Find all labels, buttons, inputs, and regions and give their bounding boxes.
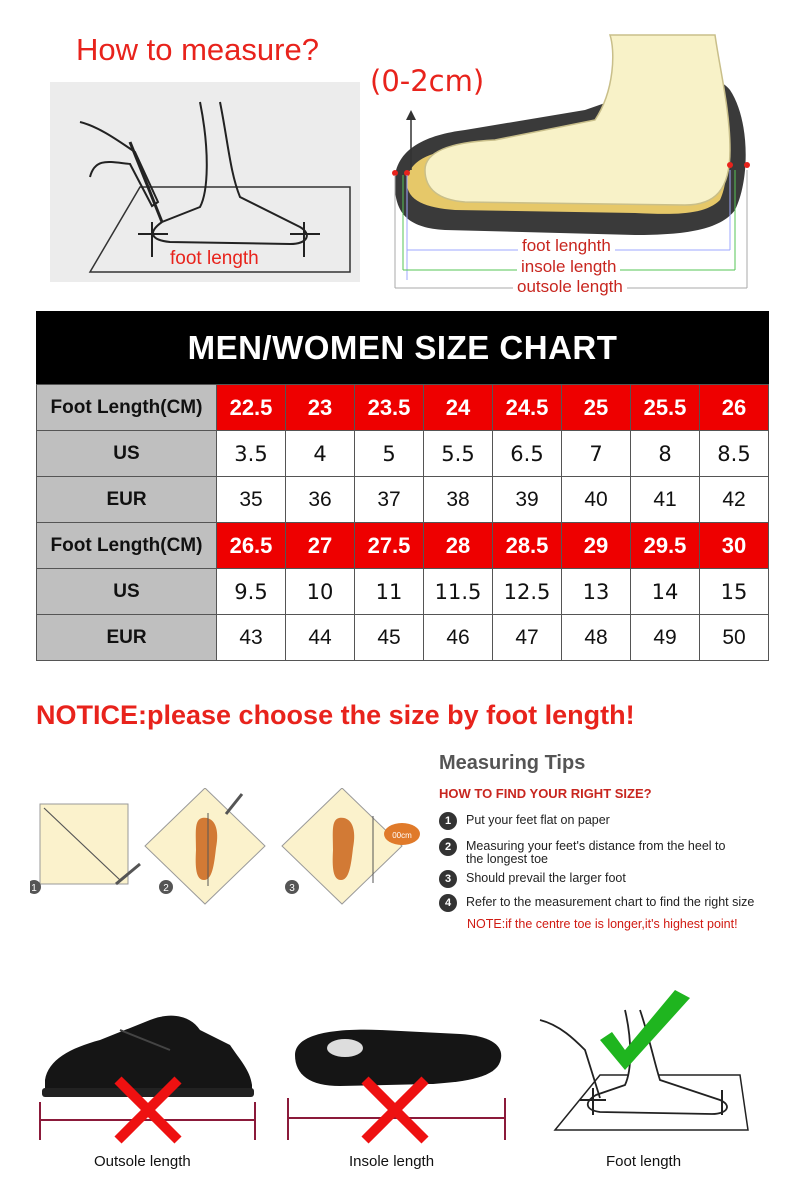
size-cell: 48 — [562, 615, 631, 661]
size-cell: 5 — [355, 431, 424, 477]
foot-length-label: foot length — [170, 248, 259, 269]
size-cell: 49 — [631, 615, 700, 661]
size-row-label: EUR — [37, 477, 217, 523]
tip-number: 4 — [439, 894, 457, 912]
tip-text: Should prevail the larger foot — [466, 871, 626, 885]
step-number-2: 2 — [163, 883, 169, 894]
size-cell: 23 — [286, 385, 355, 431]
size-chart — [36, 311, 769, 661]
size-row-label: Foot Length(CM) — [37, 385, 217, 431]
size-cell: 28.5 — [493, 523, 562, 569]
size-cell: 10 — [286, 569, 355, 615]
size-cell: 44 — [286, 615, 355, 661]
size-cell: 13 — [562, 569, 631, 615]
diagram-outsole-length-label: outsole length — [513, 277, 627, 297]
size-cell: 22.5 — [217, 385, 286, 431]
tip-item — [439, 870, 789, 888]
size-cell: 47 — [493, 615, 562, 661]
size-chart-title: MEN/WOMEN SIZE CHART — [36, 311, 769, 384]
tip-item — [439, 894, 789, 912]
size-row — [37, 431, 769, 477]
size-cell: 35 — [217, 477, 286, 523]
size-cell: 41 — [631, 477, 700, 523]
size-cell: 39 — [493, 477, 562, 523]
size-cell: 30 — [700, 523, 769, 569]
size-cell: 42 — [700, 477, 769, 523]
step-number-3: 3 — [289, 883, 295, 894]
size-cell: 25 — [562, 385, 631, 431]
insole-length-label: Insole length — [349, 1153, 435, 1170]
tip-item — [439, 838, 739, 866]
size-row — [37, 385, 769, 431]
size-cell: 26 — [700, 385, 769, 431]
size-cell: 5.5 — [424, 431, 493, 477]
tip-text: Measuring your feet's distance from the heel to the longest toe — [466, 839, 726, 866]
size-cell: 46 — [424, 615, 493, 661]
size-cell: 7 — [562, 431, 631, 477]
size-cell: 6.5 — [493, 431, 562, 477]
size-row-label: EUR — [37, 615, 217, 661]
notice-text: NOTICE:please choose the size by foot length! — [36, 700, 635, 730]
size-row — [37, 523, 769, 569]
size-cell: 24.5 — [493, 385, 562, 431]
size-row — [37, 569, 769, 615]
size-cell: 27.5 — [355, 523, 424, 569]
size-cell: 11 — [355, 569, 424, 615]
size-row-label: US — [37, 569, 217, 615]
size-table — [36, 384, 769, 661]
size-cell: 4 — [286, 431, 355, 477]
size-row — [37, 615, 769, 661]
length-comparison-illustration — [0, 990, 800, 1150]
tip-item — [439, 812, 789, 830]
size-cell: 40 — [562, 477, 631, 523]
size-cell: 8.5 — [700, 431, 769, 477]
size-cell: 8 — [631, 431, 700, 477]
size-cell: 29.5 — [631, 523, 700, 569]
tip-number: 2 — [439, 838, 457, 856]
size-row — [37, 477, 769, 523]
size-cell: 24 — [424, 385, 493, 431]
tip-note: NOTE:if the centre toe is longer,it's highest point! — [467, 917, 738, 931]
size-cell: 14 — [631, 569, 700, 615]
outsole-length-label: Outsole length — [94, 1153, 191, 1170]
tip-number: 3 — [439, 870, 457, 888]
size-cell: 15 — [700, 569, 769, 615]
size-cell: 29 — [562, 523, 631, 569]
size-cell: 27 — [286, 523, 355, 569]
size-cell: 36 — [286, 477, 355, 523]
size-cell: 28 — [424, 523, 493, 569]
foot-length-bottom-label: Foot length — [606, 1153, 682, 1170]
tips-title: Measuring Tips — [439, 752, 586, 774]
tip-text: Refer to the measurement chart to find the right size — [466, 895, 755, 909]
size-cell: 43 — [217, 615, 286, 661]
tip-number: 1 — [439, 812, 457, 830]
size-cell: 45 — [355, 615, 424, 661]
size-cell: 50 — [700, 615, 769, 661]
size-row-label: US — [37, 431, 217, 477]
diagram-insole-length-label: insole length — [517, 257, 620, 277]
diagram-foot-length-label: foot lenghth — [518, 236, 615, 256]
size-cell: 23.5 — [355, 385, 424, 431]
size-cell: 11.5 — [424, 569, 493, 615]
size-row-label: Foot Length(CM) — [37, 523, 217, 569]
size-cell: 9.5 — [217, 569, 286, 615]
size-cell: 3.5 — [217, 431, 286, 477]
size-cell: 38 — [424, 477, 493, 523]
how-to-measure-title: How to measure? — [76, 32, 319, 67]
size-cell: 12.5 — [493, 569, 562, 615]
measure-marker: 00cm — [392, 831, 412, 840]
size-cell: 25.5 — [631, 385, 700, 431]
size-cell: 26.5 — [217, 523, 286, 569]
step-number-1: 1 — [31, 883, 37, 894]
tip-text: Put your feet flat on paper — [466, 813, 610, 827]
size-cell: 37 — [355, 477, 424, 523]
measuring-steps-illustration — [30, 788, 430, 908]
tips-subtitle: HOW TO FIND YOUR RIGHT SIZE? — [439, 786, 652, 801]
range-label: (0-2cm) — [370, 64, 485, 98]
